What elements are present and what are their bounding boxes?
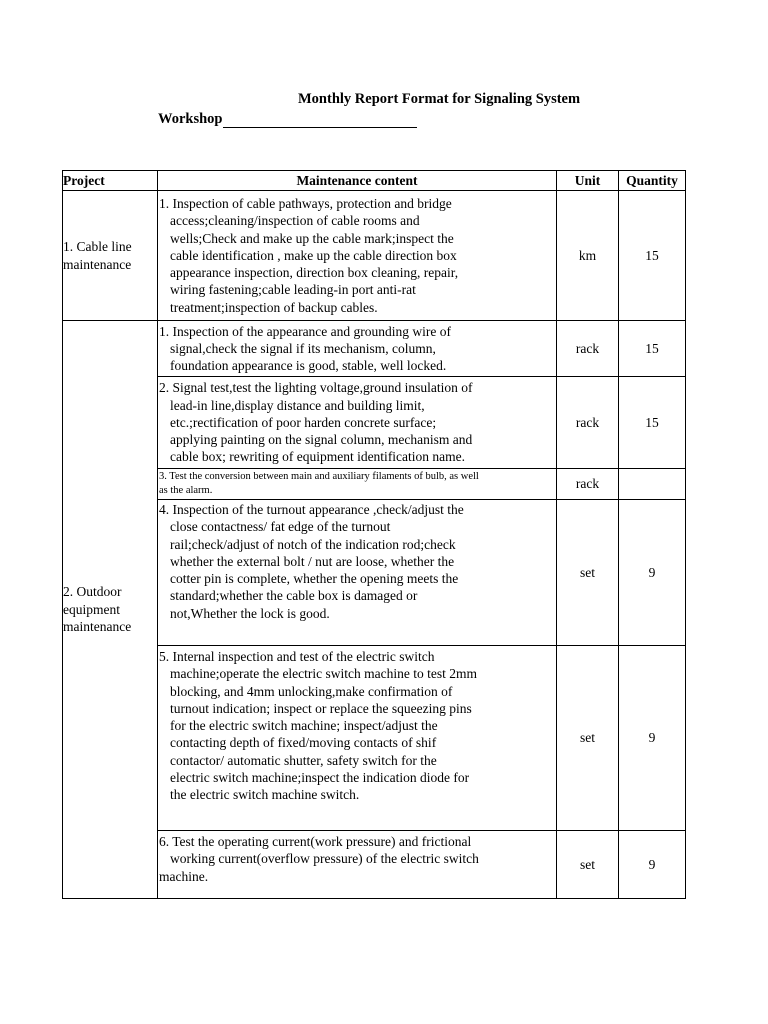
content-line: contacting depth of fixed/moving contacts of shif — [170, 735, 437, 751]
header-unit: Unit — [557, 171, 619, 191]
content-line: 1. Inspection of cable pathways, protection and bridge — [159, 195, 452, 211]
quantity-cell: 9 — [619, 831, 686, 899]
header-project: Project — [63, 171, 158, 191]
content-line: 6. Test the operating current(work pressure) and frictional — [159, 834, 472, 849]
content-line: treatment;inspection of backup cables. — [170, 299, 378, 315]
content-line: for the electric switch machine; inspect/adjust the — [170, 718, 438, 734]
content-line: the electric switch machine switch. — [170, 787, 360, 803]
unit-cell: rack — [557, 377, 619, 469]
quantity-cell: 9 — [619, 500, 686, 646]
maintenance-table — [62, 170, 686, 899]
unit-cell: set — [557, 831, 619, 899]
header-maintenance-content: Maintenance content — [158, 171, 557, 191]
quantity-cell: 15 — [619, 377, 686, 469]
content-line: 4. Inspection of the turnout appearance ,check/adjust the — [159, 502, 464, 517]
project-cell — [63, 321, 158, 899]
content-line: as the alarm. — [159, 485, 213, 496]
table-header-row — [63, 171, 686, 191]
project-label-line: 2. Outdoor — [63, 584, 122, 600]
content-line: machine;operate the electric switch machine to test 2mm — [170, 666, 478, 682]
content-line: electric switch machine;inspect the indication diode for — [170, 770, 470, 786]
workshop-field — [158, 111, 417, 128]
unit-cell: rack — [557, 321, 619, 377]
project-label-line: maintenance — [63, 619, 132, 635]
content-line: access;cleaning/inspection of cable rooms and — [170, 213, 420, 229]
table-row — [63, 321, 686, 377]
content-line: foundation appearance is good, stable, well locked. — [170, 358, 447, 374]
workshop-label: Workshop — [158, 111, 223, 127]
content-line: turnout indication; inspect or replace the squeezing pins — [170, 700, 472, 716]
maintenance-content-cell — [158, 469, 557, 500]
content-line: 1. Inspection of the appearance and grounding wire of — [159, 323, 452, 339]
quantity-cell: 15 — [619, 191, 686, 321]
maintenance-content-cell — [158, 831, 557, 899]
project-label-line: 1. Cable line — [63, 239, 132, 254]
unit-cell: set — [557, 500, 619, 646]
page-title: Monthly Report Format for Signaling System — [298, 91, 581, 107]
content-line: rail;check/adjust of notch of the indication rod;check — [170, 536, 456, 552]
unit-cell: set — [557, 646, 619, 831]
unit-cell: rack — [557, 469, 619, 500]
content-line: applying painting on the signal column, mechanism and — [170, 432, 473, 448]
maintenance-content-cell — [158, 321, 557, 377]
content-line: appearance inspection, direction box cleaning, repair, — [170, 265, 459, 281]
content-line: 2. Signal test,test the lighting voltage,ground insulation of — [159, 380, 473, 396]
quantity-cell: 9 — [619, 646, 686, 831]
project-cell — [63, 191, 158, 321]
quantity-cell: 15 — [619, 321, 686, 377]
header-quantity: Quantity — [619, 171, 686, 191]
quantity-cell — [619, 469, 686, 500]
content-line: machine. — [159, 868, 209, 884]
table-row — [63, 191, 686, 321]
content-line: blocking, and 4mm unlocking,make confirmation of — [170, 683, 453, 699]
maintenance-content-cell — [158, 500, 557, 646]
content-line: working current(overflow pressure) of the electric switch — [170, 851, 479, 867]
content-line: wells;Check and make up the cable mark;inspect the — [170, 230, 454, 246]
content-line: signal,check the signal if its mechanism, column, — [170, 340, 436, 356]
unit-cell: km — [557, 191, 619, 321]
content-line: wiring fastening;cable leading-in port anti-rat — [170, 282, 416, 298]
content-line: 3. Test the conversion between main and auxiliary filaments of bulb, as well — [159, 471, 479, 482]
content-line: etc.;rectification of poor harden concrete surface; — [170, 414, 437, 430]
content-line: standard;whether the cable box is damaged or — [170, 588, 418, 604]
maintenance-content-cell — [158, 191, 557, 321]
content-line: not,Whether the lock is good. — [170, 605, 330, 621]
workshop-blank-line — [223, 113, 417, 128]
content-line: 5. Internal inspection and test of the electric switch — [159, 649, 435, 664]
maintenance-content-cell — [158, 646, 557, 831]
content-line: lead-in line,display distance and building limit, — [170, 397, 425, 413]
content-line: whether the external bolt / nut are loose, whether the — [170, 553, 455, 569]
content-line: contactor/ automatic shutter, safety switch for the — [170, 752, 437, 768]
maintenance-content-cell — [158, 377, 557, 469]
content-line: cotter pin is complete, whether the opening meets the — [170, 571, 459, 587]
content-line: close contactness/ fat edge of the turnout — [170, 519, 391, 535]
project-label-line: equipment — [63, 601, 120, 617]
content-line: cable identification , make up the cable direction box — [170, 247, 457, 263]
project-label-line: maintenance — [63, 256, 132, 272]
content-line: cable box; rewriting of equipment identification name. — [170, 449, 466, 465]
